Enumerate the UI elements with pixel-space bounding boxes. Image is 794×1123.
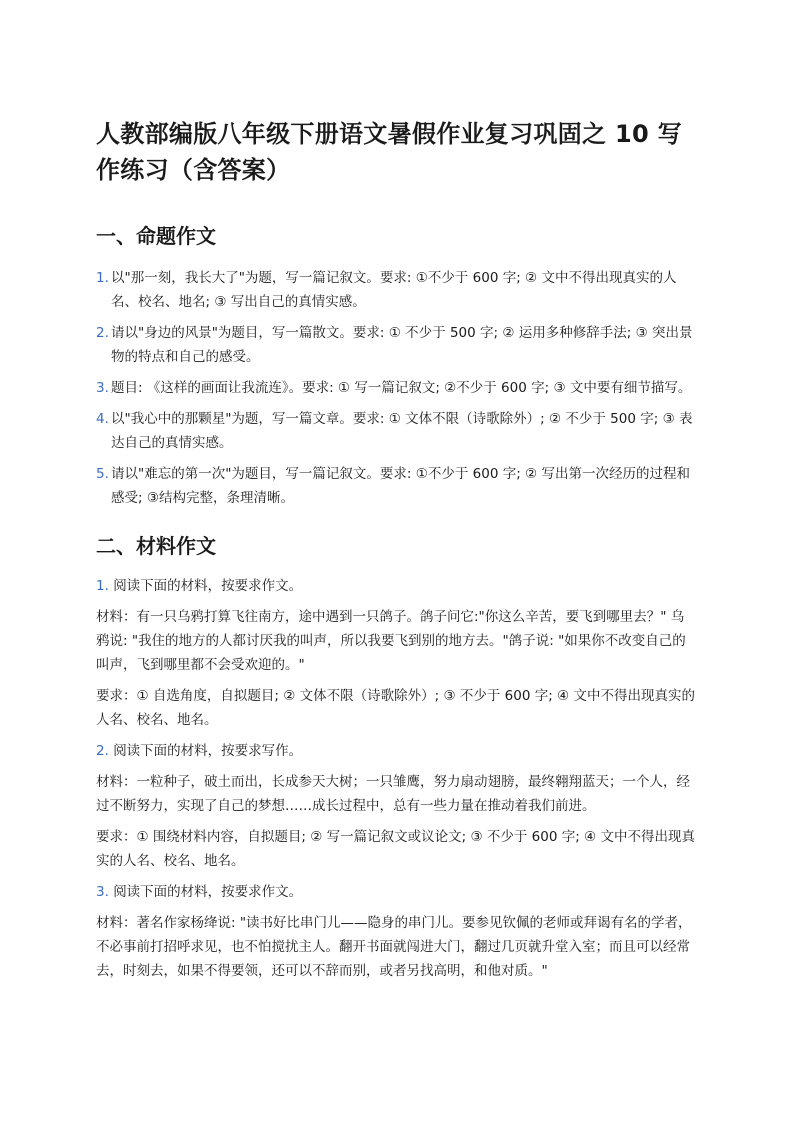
document-title: 人教部编版八年级下册语文暑假作业复习巩固之 10 写作练习（含答案） bbox=[96, 120, 682, 184]
question-prompt bbox=[96, 739, 696, 763]
item-text: 请以"难忘的第一次"为题目，写一篇记叙文。要求: ①不少于 600 字; ② 写出第一次经历的过程和感受; ③结构完整，条理清晰。 bbox=[111, 466, 690, 506]
question-prompt bbox=[96, 574, 696, 598]
item-text: 以"那一刻，我长大了"为题，写一篇记叙文。要求: ①不少于 600 字; ② 文中不得出现真实的人名、校名、地名; ③ 写出自己的真情实感。 bbox=[111, 270, 677, 310]
proposition-list bbox=[96, 266, 696, 510]
item-text: 题目: 《这样的画面让我流连》。要求: ① 写一篇记叙文; ②不少于 600 字; ③ 文中要有细节描写。 bbox=[111, 380, 692, 396]
document-page bbox=[96, 116, 696, 990]
item-number: 1. bbox=[96, 578, 109, 594]
section-heading-proposition: 一、命题作文 bbox=[96, 224, 216, 248]
list-item bbox=[96, 462, 696, 510]
prompt-text: 阅读下面的材料，按要求作文。 bbox=[113, 578, 303, 594]
list-item bbox=[96, 321, 696, 369]
prompt-text: 阅读下面的材料，按要求作文。 bbox=[113, 884, 303, 900]
item-number: 1. bbox=[96, 270, 109, 286]
requirement-text: 要求：① 自选角度，自拟题目; ② 文体不限（诗歌除外）; ③ 不少于 600 字; ④ 文中不得出现真实的人名、校名、地名。 bbox=[96, 688, 695, 728]
list-item bbox=[96, 376, 696, 400]
material-text: 材料：有一只乌鸦打算飞往南方，途中遇到一只鸽子。鸽子问它:"你这么辛苦，要飞到哪里去？" 乌鸦说: "我住的地方的人都讨厌我的叫声，所以我要飞到别的地方去。"鸽子说: "如果你不改变自己的叫声，飞到哪里都不会受欢迎的。" bbox=[96, 609, 686, 673]
item-number: 5. bbox=[96, 466, 109, 482]
item-number: 2. bbox=[96, 325, 109, 341]
item-number: 2. bbox=[96, 743, 109, 759]
list-item bbox=[96, 266, 696, 314]
material-text: 材料：一粒种子，破土而出，长成参天大树；一只雏鹰，努力扇动翅膀，最终翱翔蓝天；一个人，经过不断努力，实现了自己的梦想……成长过程中，总有一些力量在推动着我们前进。 bbox=[96, 774, 690, 814]
section-heading-material: 二、材料作文 bbox=[96, 534, 216, 558]
item-text: 请以"身边的风景"为题目，写一篇散文。要求: ① 不少于 500 字; ② 运用多种修辞手法; ③ 突出景物的特点和自己的感受。 bbox=[111, 325, 693, 365]
item-number: 3. bbox=[96, 380, 109, 396]
material-text: 材料：著名作家杨绛说: "读书好比串门儿——隐身的串门儿。要参见钦佩的老师或拜谒有名的学者，不必事前打招呼求见，也不怕搅扰主人。翻开书面就闯进大门，翻过几页就升堂入室；而且可以经常去，时刻去，如果不得要领，还可以不辞而别，或者另找高明，和他对质。" bbox=[96, 915, 692, 979]
list-item bbox=[96, 407, 696, 455]
requirement-text: 要求：① 围绕材料内容，自拟题目; ② 写一篇记叙文或议论文; ③ 不少于 600 字; ④ 文中不得出现真实的人名、校名、地名。 bbox=[96, 829, 695, 869]
question-prompt bbox=[96, 880, 696, 904]
item-number: 4. bbox=[96, 411, 109, 427]
item-number: 3. bbox=[96, 884, 109, 900]
prompt-text: 阅读下面的材料，按要求写作。 bbox=[113, 743, 303, 759]
item-text: 以"我心中的那颗星"为题，写一篇文章。要求: ① 文体不限（诗歌除外）; ② 不少于 500 字; ③ 表达自己的真情实感。 bbox=[111, 411, 693, 451]
